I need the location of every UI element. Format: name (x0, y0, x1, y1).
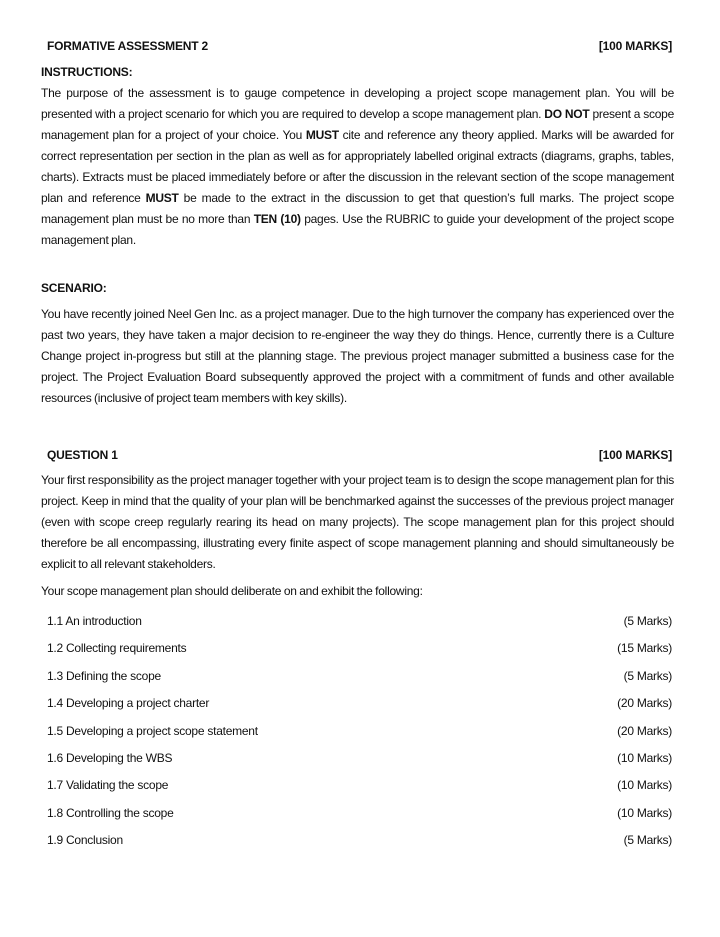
list-item (47, 775, 672, 802)
item-marks: (10 Marks) (617, 778, 672, 793)
assessment-title: FORMATIVE ASSESSMENT 2 (47, 39, 208, 53)
question-1-items (47, 611, 672, 858)
question-1-title: QUESTION 1 (47, 448, 118, 462)
list-item (47, 803, 672, 830)
assessment-header (47, 39, 672, 53)
list-item (47, 666, 672, 693)
item-marks: (5 Marks) (623, 668, 672, 683)
instructions-heading: INSTRUCTIONS: (41, 65, 133, 79)
item-label: 1.1 An introduction (47, 614, 142, 628)
instructions-text: The purpose of the assessment is to gauge competence in developing a project scope management plan. You will be presented with a project scenario for which you are required to develop a scope management plan. DO NOT present a scope management plan for a project of your choice. You MUST cite and reference any theory applied. Marks will be awarded for correct representation per section in the plan as well as for appropriately labelled original extracts (diagrams, graphs, tables, charts). Extracts must be placed immediately before or after the discussion in the relevant section of the scope management plan and reference MUST be made to the extract in the discussion to get that question’s full marks. The project scope management plan must be no more than TEN (10) pages. Use the RUBRIC to guide your development of the project scope management plan. (41, 86, 675, 247)
assessment-total-marks: [100 MARKS] (598, 39, 672, 53)
item-marks: (5 Marks) (623, 614, 672, 628)
item-label: 1.3 Defining the scope (47, 668, 161, 683)
list-item (47, 830, 672, 857)
list-item (47, 693, 672, 720)
question-1-marks: [100 MARKS] (598, 448, 672, 462)
item-marks: (20 Marks) (617, 723, 672, 738)
list-item (47, 721, 672, 748)
scenario-text: You have recently joined Neel Gen Inc. as a project manager. Due to the high turnover the company has experienced over the past two years, they have taken a major decision to re-engineer the way they do things. Hence, currently there is a Culture Change project in-progress but still at the planning stage. The previous project manager submitted a business case for the project. The Project Evaluation Board subsequently approved the project with a commitment of funds and other available resources (inclusive of project team members with key skills). (41, 307, 674, 405)
item-label: 1.5 Developing a project scope statement (47, 723, 258, 738)
item-label: 1.7 Validating the scope (47, 778, 169, 793)
scenario-heading: SCENARIO: (41, 281, 107, 295)
item-marks: (20 Marks) (617, 696, 672, 711)
item-label: 1.4 Developing a project charter (47, 696, 210, 711)
question-1-text: Your first responsibility as the project manager together with your project team is to design the scope management plan for this project. Keep in mind that the quality of your plan will be benchmarked against the successes of the previous project manager (even with scope creep regularly rearing its head on many projects). The scope management plan for this project should therefore be all encompassing, illustrating every finite aspect of scope management planning and should simultaneously be explicit to all relevant stakeholders. (41, 473, 674, 571)
item-label: 1.6 Developing the WBS (47, 750, 173, 765)
item-label: 1.2 Collecting requirements (47, 641, 187, 656)
item-label: 1.9 Conclusion (47, 833, 123, 848)
list-item (47, 611, 672, 638)
list-item (47, 638, 672, 665)
item-marks: (5 Marks) (623, 833, 672, 848)
question-1-header (47, 448, 672, 462)
item-marks: (10 Marks) (617, 805, 672, 820)
question-1-lead: Your scope management plan should deliberate on and exhibit the following: (41, 584, 423, 598)
item-label: 1.8 Controlling the scope (47, 805, 174, 820)
item-marks: (15 Marks) (617, 641, 672, 656)
item-marks: (10 Marks) (617, 750, 672, 765)
list-item (47, 748, 672, 775)
